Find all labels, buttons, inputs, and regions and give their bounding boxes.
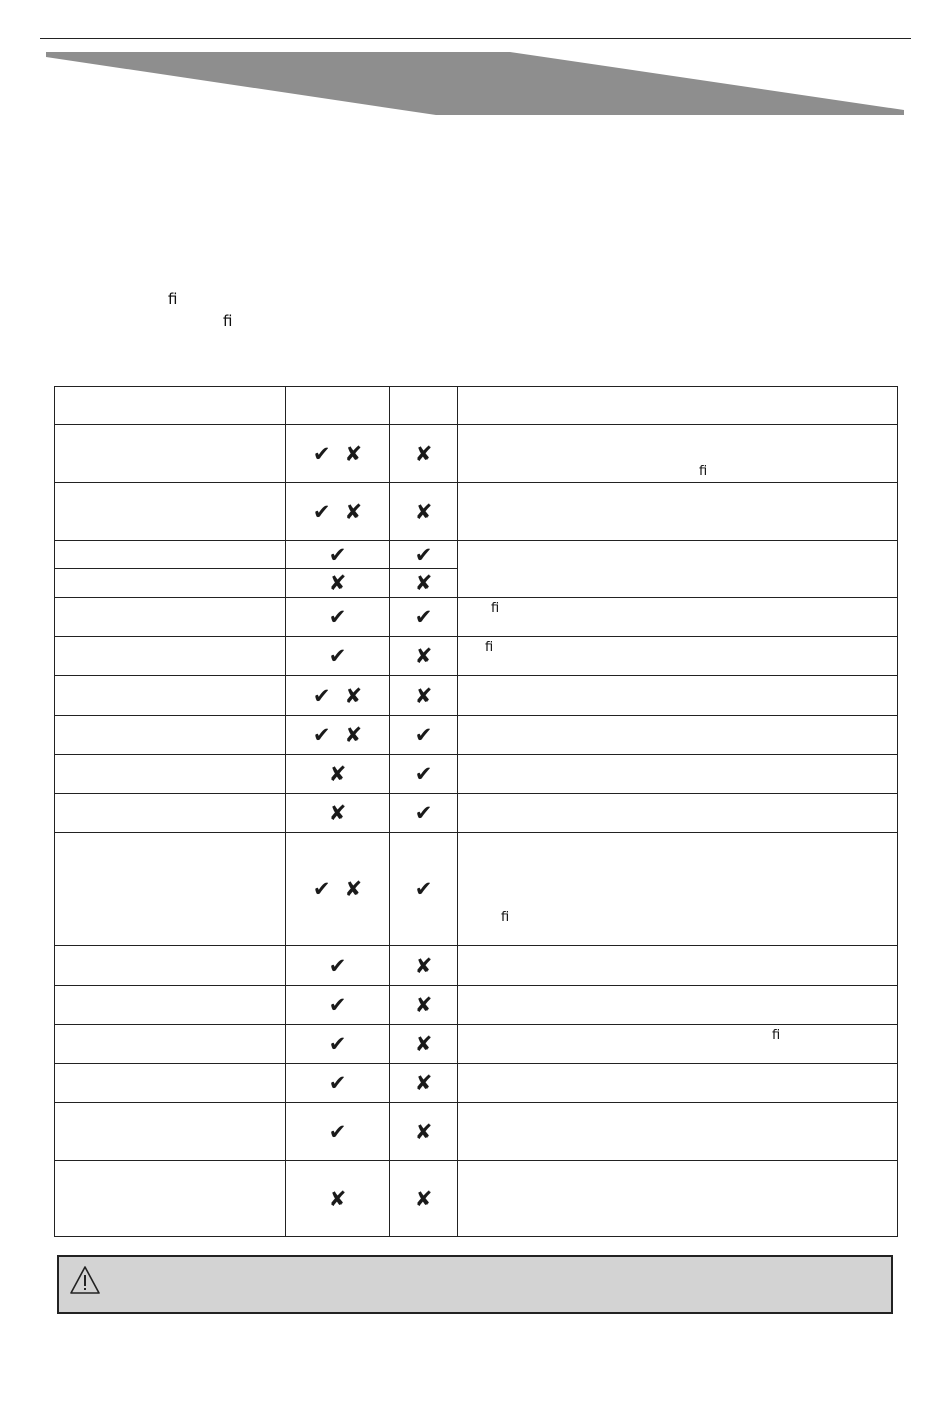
feature-cell [55, 569, 286, 598]
mark-cell [286, 676, 390, 716]
mark-cell [390, 1161, 458, 1237]
feature-cell [55, 946, 286, 986]
header-banner [0, 0, 950, 130]
cross-mark: ✘ [344, 877, 363, 901]
mark-cell [286, 483, 390, 541]
mark-cell [390, 541, 458, 569]
cross-mark: ✘ [414, 1186, 433, 1211]
note-cell [458, 598, 898, 637]
check-mark: ✔ [328, 953, 347, 978]
warning-triangle-icon [69, 1265, 101, 1295]
table-row [55, 1064, 898, 1103]
note-cell [458, 1103, 898, 1161]
check-mark: ✔ [414, 877, 433, 901]
feature-cell [55, 637, 286, 676]
cross-mark: ✘ [344, 683, 363, 708]
cross-mark: ✘ [328, 801, 347, 825]
cross-mark: ✘ [414, 441, 433, 466]
mark-cell [286, 755, 390, 794]
note-cell [458, 716, 898, 755]
feature-cell [55, 986, 286, 1025]
header-cell [286, 387, 390, 425]
note-cell [458, 833, 898, 946]
table-row [55, 1025, 898, 1064]
cross-mark: ✘ [344, 441, 363, 466]
check-mark: ✔ [328, 644, 347, 668]
note-cell [458, 755, 898, 794]
ligature-fragment: ﬁ [168, 290, 178, 308]
note-cell [458, 986, 898, 1025]
mark-cell [390, 598, 458, 637]
check-mark: ✔ [328, 1071, 347, 1095]
mark-cell [286, 986, 390, 1025]
table-row [55, 676, 898, 716]
note-ligature: ﬁ [485, 640, 494, 655]
mark-cell [286, 794, 390, 833]
mark-cell [286, 716, 390, 755]
check-mark: ✔ [328, 993, 347, 1017]
check-mark: ✔ [414, 542, 433, 567]
note-cell [458, 676, 898, 716]
feature-cell [55, 1064, 286, 1103]
note-cell [458, 794, 898, 833]
feature-cell [55, 833, 286, 946]
table-row [55, 541, 898, 569]
feature-cell [55, 483, 286, 541]
feature-table [54, 386, 898, 1237]
mark-cell [286, 569, 390, 598]
note-cell [458, 483, 898, 541]
cross-mark: ✘ [414, 953, 433, 978]
cross-mark: ✘ [414, 571, 433, 595]
table-row [55, 946, 898, 986]
mark-cell [286, 541, 390, 569]
table-row [55, 598, 898, 637]
check-mark: ✔ [414, 605, 433, 629]
check-mark: ✔ [414, 762, 433, 786]
mark-cell [390, 1103, 458, 1161]
table-row [55, 794, 898, 833]
mark-cell [390, 1025, 458, 1064]
mark-cell [286, 833, 390, 946]
cross-mark: ✘ [414, 1119, 433, 1144]
table-row [55, 755, 898, 794]
note-cell [458, 541, 898, 598]
header-cell [458, 387, 898, 425]
mark-cell [286, 1064, 390, 1103]
warning-box [57, 1255, 893, 1314]
check-mark: ✔ [312, 441, 331, 466]
mark-cell [390, 1064, 458, 1103]
note-cell [458, 946, 898, 986]
mark-cell [390, 676, 458, 716]
mark-cell [390, 425, 458, 483]
cross-mark: ✘ [328, 571, 347, 595]
table-row [55, 637, 898, 676]
check-mark: ✔ [328, 1119, 347, 1144]
header-cell [55, 387, 286, 425]
table-row [55, 483, 898, 541]
feature-cell [55, 676, 286, 716]
mark-cell [286, 598, 390, 637]
feature-cell [55, 1025, 286, 1064]
cross-mark: ✘ [414, 1032, 433, 1056]
check-mark: ✔ [312, 499, 331, 524]
check-mark: ✔ [328, 1032, 347, 1056]
cross-mark: ✘ [414, 683, 433, 708]
cross-mark: ✘ [414, 993, 433, 1017]
note-ligature: ﬁ [772, 1028, 781, 1043]
note-cell [458, 1025, 898, 1064]
table-row [55, 1161, 898, 1237]
feature-cell [55, 755, 286, 794]
mark-cell [390, 569, 458, 598]
mark-cell [390, 833, 458, 946]
check-mark: ✔ [414, 801, 433, 825]
check-mark: ✔ [328, 605, 347, 629]
mark-cell [286, 1025, 390, 1064]
cross-mark: ✘ [344, 499, 363, 524]
mark-cell [390, 483, 458, 541]
feature-cell [55, 716, 286, 755]
feature-cell [55, 1103, 286, 1161]
note-cell [458, 1064, 898, 1103]
note-ligature: ﬁ [491, 601, 500, 616]
note-cell [458, 425, 898, 483]
table-row [55, 716, 898, 755]
note-ligature: ﬁ [501, 910, 510, 925]
feature-cell [55, 794, 286, 833]
note-ligature: ﬁ [699, 464, 708, 479]
mark-cell [286, 1103, 390, 1161]
cross-mark: ✘ [328, 762, 347, 786]
check-mark: ✔ [328, 542, 347, 567]
mark-cell [286, 946, 390, 986]
mark-cell [390, 986, 458, 1025]
mark-cell [286, 637, 390, 676]
table-row [55, 833, 898, 946]
check-mark: ✔ [312, 877, 331, 901]
mark-cell [390, 755, 458, 794]
note-cell [458, 637, 898, 676]
ligature-fragment: ﬁ [223, 312, 233, 330]
feature-cell [55, 598, 286, 637]
mark-cell [286, 1161, 390, 1237]
mark-cell [286, 425, 390, 483]
table-row [55, 425, 898, 483]
table-header-row [55, 387, 898, 425]
mark-cell [390, 946, 458, 986]
cross-mark: ✘ [414, 499, 433, 524]
check-mark: ✔ [312, 683, 331, 708]
cross-mark: ✘ [414, 1071, 433, 1095]
header-cell [390, 387, 458, 425]
check-mark: ✔ [312, 723, 331, 747]
feature-cell [55, 541, 286, 569]
cross-mark: ✘ [344, 723, 363, 747]
feature-cell [55, 425, 286, 483]
note-cell [458, 1161, 898, 1237]
cross-mark: ✘ [328, 1186, 347, 1211]
check-mark: ✔ [414, 723, 433, 747]
mark-cell [390, 716, 458, 755]
mark-cell [390, 637, 458, 676]
feature-cell [55, 1161, 286, 1237]
mark-cell [390, 794, 458, 833]
table-row [55, 986, 898, 1025]
cross-mark: ✘ [414, 644, 433, 668]
table-row [55, 1103, 898, 1161]
